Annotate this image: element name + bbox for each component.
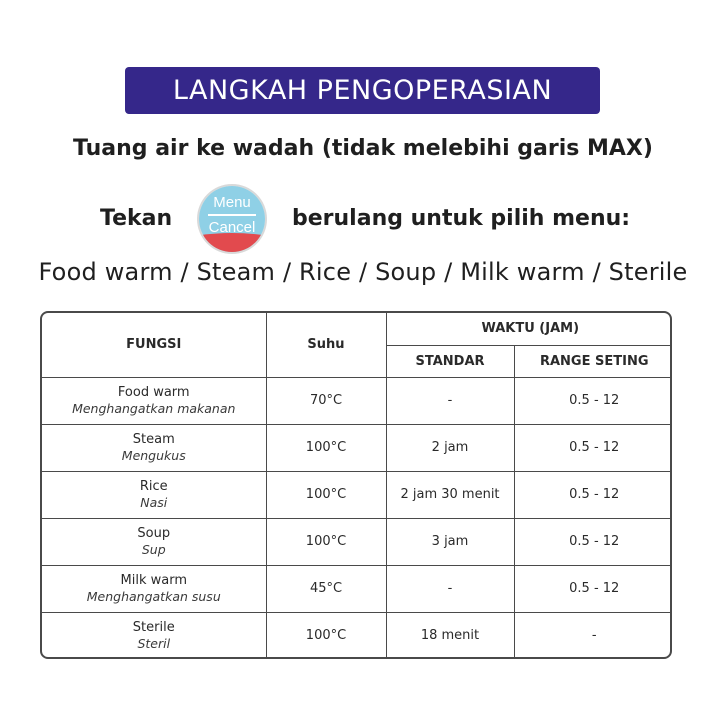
function-name: Food warm	[117, 385, 190, 400]
function-name: Steam	[132, 432, 175, 447]
press-text-before: Tekan	[100, 206, 173, 231]
function-cell	[42, 518, 266, 565]
range-cell: 0.5 - 12	[514, 518, 672, 565]
function-desc: Nasi	[140, 495, 168, 510]
instruction-text: Tuang air ke wadah (tidak melebihi garis MAX)	[73, 136, 653, 161]
temperature-cell: 70°C	[266, 377, 386, 424]
function-table	[40, 311, 672, 659]
function-name: Rice	[139, 479, 168, 494]
function-desc: Menghangatkan makanan	[72, 401, 236, 416]
temperature-cell: 100°C	[266, 471, 386, 518]
function-cell	[42, 377, 266, 424]
temperature-cell: 100°C	[266, 424, 386, 471]
temperature-cell: 100°C	[266, 612, 386, 659]
function-cell	[42, 612, 266, 659]
standard-time-cell: 3 jam	[386, 518, 514, 565]
standard-time-cell: -	[386, 377, 514, 424]
header-suhu: Suhu	[266, 313, 386, 377]
function-name: Milk warm	[120, 573, 187, 588]
function-cell	[42, 471, 266, 518]
table-row	[42, 612, 672, 659]
range-cell: 0.5 - 12	[514, 424, 672, 471]
page-title-banner	[125, 67, 600, 114]
temperature-cell: 45°C	[266, 565, 386, 612]
table-row	[42, 424, 672, 471]
function-cell	[42, 565, 266, 612]
press-text-after: berulang untuk pilih menu:	[292, 206, 631, 231]
function-cell	[42, 424, 266, 471]
menu-options-list: Food warm / Steam / Rice / Soup / Milk warm / Sterile	[38, 258, 688, 286]
range-cell: 0.5 - 12	[514, 377, 672, 424]
menu-button-top-label: Menu	[213, 194, 251, 211]
function-desc: Mengukus	[121, 448, 186, 463]
function-desc: Menghangatkan susu	[86, 589, 221, 604]
table-row	[42, 377, 672, 424]
function-desc: Steril	[137, 636, 171, 652]
standard-time-cell: -	[386, 565, 514, 612]
header-range: RANGE SETING	[514, 345, 672, 377]
header-standar: STANDAR	[386, 345, 514, 377]
table-row	[42, 471, 672, 518]
range-cell: 0.5 - 12	[514, 471, 672, 518]
range-cell: 0.5 - 12	[514, 565, 672, 612]
range-cell: -	[514, 612, 672, 659]
table-row	[42, 518, 672, 565]
header-waktu: WAKTU (JAM)	[386, 313, 672, 345]
press-instruction-row	[0, 184, 726, 254]
standard-time-cell: 18 menit	[386, 612, 514, 659]
temperature-cell: 100°C	[266, 518, 386, 565]
header-fungsi: FUNGSI	[42, 313, 266, 377]
standard-time-cell: 2 jam	[386, 424, 514, 471]
menu-button-bottom-label: Cancel	[208, 219, 256, 236]
page-title: LANGKAH PENGOPERASIAN	[172, 75, 553, 106]
function-name: Sterile	[132, 620, 175, 636]
table-row	[42, 565, 672, 612]
standard-time-cell: 2 jam 30 menit	[386, 471, 514, 518]
function-desc: Sup	[141, 542, 166, 557]
menu-cancel-button-icon	[194, 184, 270, 254]
function-name: Soup	[137, 526, 171, 541]
